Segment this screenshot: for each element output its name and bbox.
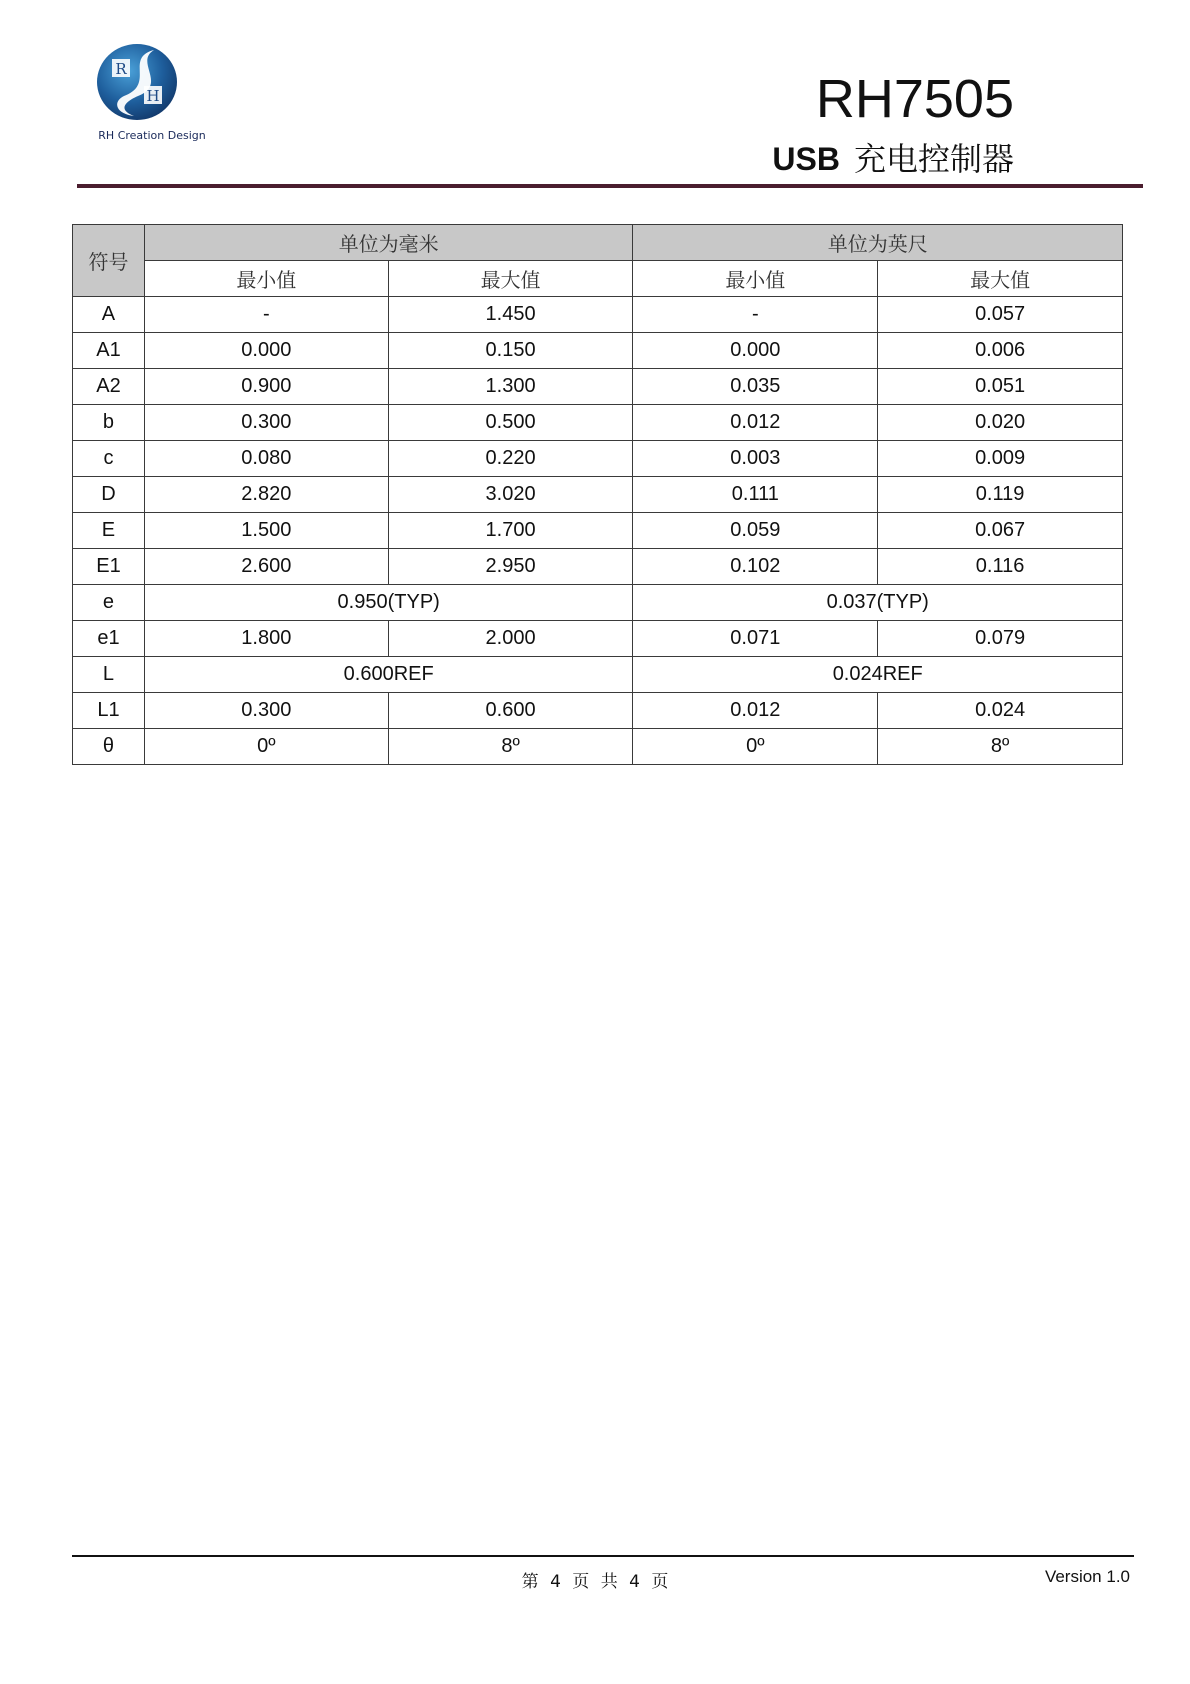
merged-cell: 0.600REF <box>144 657 633 693</box>
symbol-cell: A1 <box>73 333 145 369</box>
table-cell: 2.950 <box>388 549 633 585</box>
table-cell: 0.102 <box>633 549 878 585</box>
table-row <box>73 621 1123 657</box>
symbol-cell: L <box>73 657 145 693</box>
table-cell: 0.020 <box>878 405 1123 441</box>
table-row <box>73 369 1123 405</box>
version-label: Version 1.0 <box>1044 1567 1130 1586</box>
symbol-cell: e1 <box>73 621 145 657</box>
table-cell: 0.220 <box>388 441 633 477</box>
symbol-header: 符号 <box>73 225 145 297</box>
table-cell: 0º <box>144 729 388 765</box>
table-cell: 0.600 <box>388 693 633 729</box>
table-cell: 0.035 <box>633 369 878 405</box>
table-cell: 1.300 <box>388 369 633 405</box>
table-cell: 0.000 <box>633 333 878 369</box>
table-cell: 0.300 <box>144 405 388 441</box>
col-header-inch-min: 最小值 <box>633 261 878 297</box>
table-cell: 0.024 <box>878 693 1123 729</box>
table-cell: 0.300 <box>144 693 388 729</box>
group-header-mm: 单位为毫米 <box>144 225 633 261</box>
symbol-cell: D <box>73 477 145 513</box>
table-cell: - <box>144 297 388 333</box>
table-cell: 0.057 <box>878 297 1123 333</box>
table-cell: 0.003 <box>633 441 878 477</box>
dimension-table <box>72 224 1123 765</box>
symbol-cell: E1 <box>73 549 145 585</box>
merged-cell: 0.037(TYP) <box>633 585 1123 621</box>
table-cell: 0.150 <box>388 333 633 369</box>
col-header-mm-min: 最小值 <box>144 261 388 297</box>
table-cell: 0.079 <box>878 621 1123 657</box>
table-row <box>73 585 1123 621</box>
subtitle-cn: 充电控制器 <box>853 140 1014 178</box>
table-cell: 0.080 <box>144 441 388 477</box>
table-cell: 8º <box>878 729 1123 765</box>
table-row <box>73 657 1123 693</box>
table-cell: 0.900 <box>144 369 388 405</box>
group-header-inch: 单位为英尺 <box>633 225 1123 261</box>
merged-cell: 0.950(TYP) <box>144 585 633 621</box>
table-cell: 2.000 <box>388 621 633 657</box>
table-cell: 0.051 <box>878 369 1123 405</box>
merged-cell: 0.024REF <box>633 657 1123 693</box>
table-row <box>73 297 1123 333</box>
table-cell: - <box>633 297 878 333</box>
table-cell: 0.006 <box>878 333 1123 369</box>
page-number: 第 4 页 共 4 页 <box>521 1572 669 1592</box>
table-cell: 8º <box>388 729 633 765</box>
table-row <box>73 333 1123 369</box>
table-cell: 1.700 <box>388 513 633 549</box>
subtitle-en: USB <box>772 141 840 177</box>
col-header-inch-max: 最大值 <box>878 261 1123 297</box>
symbol-cell: A <box>73 297 145 333</box>
table-cell: 0.500 <box>388 405 633 441</box>
table-row <box>73 549 1123 585</box>
table-row <box>73 513 1123 549</box>
col-header-mm-max: 最大值 <box>388 261 633 297</box>
table-row <box>73 693 1123 729</box>
table-cell: 0.000 <box>144 333 388 369</box>
symbol-cell: E <box>73 513 145 549</box>
table-cell: 0.111 <box>633 477 878 513</box>
logo-letter-h: H <box>146 87 160 105</box>
table-row <box>73 477 1123 513</box>
header-rule <box>77 184 1143 188</box>
table-cell: 0.059 <box>633 513 878 549</box>
table-cell: 1.450 <box>388 297 633 333</box>
table-cell: 0.009 <box>878 441 1123 477</box>
table-cell: 2.600 <box>144 549 388 585</box>
table-cell: 0.119 <box>878 477 1123 513</box>
table-cell: 0.071 <box>633 621 878 657</box>
document-title: RH7505 <box>815 69 1014 129</box>
table-cell: 3.020 <box>388 477 633 513</box>
table-cell: 0.116 <box>878 549 1123 585</box>
symbol-cell: L1 <box>73 693 145 729</box>
table-cell: 2.820 <box>144 477 388 513</box>
symbol-cell: A2 <box>73 369 145 405</box>
table-row <box>73 729 1123 765</box>
logo-letter-r: R <box>115 60 127 78</box>
document-subtitle <box>772 140 1014 178</box>
table-cell: 0.067 <box>878 513 1123 549</box>
table-cell: 0.012 <box>633 693 878 729</box>
symbol-cell: θ <box>73 729 145 765</box>
logo-caption: RH Creation Design <box>98 129 206 142</box>
table-row <box>73 441 1123 477</box>
table-cell: 1.800 <box>144 621 388 657</box>
table-cell: 1.500 <box>144 513 388 549</box>
table-row <box>73 405 1123 441</box>
table-cell: 0º <box>633 729 878 765</box>
symbol-cell: e <box>73 585 145 621</box>
symbol-cell: b <box>73 405 145 441</box>
footer-rule <box>72 1555 1134 1557</box>
table-cell: 0.012 <box>633 405 878 441</box>
symbol-cell: c <box>73 441 145 477</box>
